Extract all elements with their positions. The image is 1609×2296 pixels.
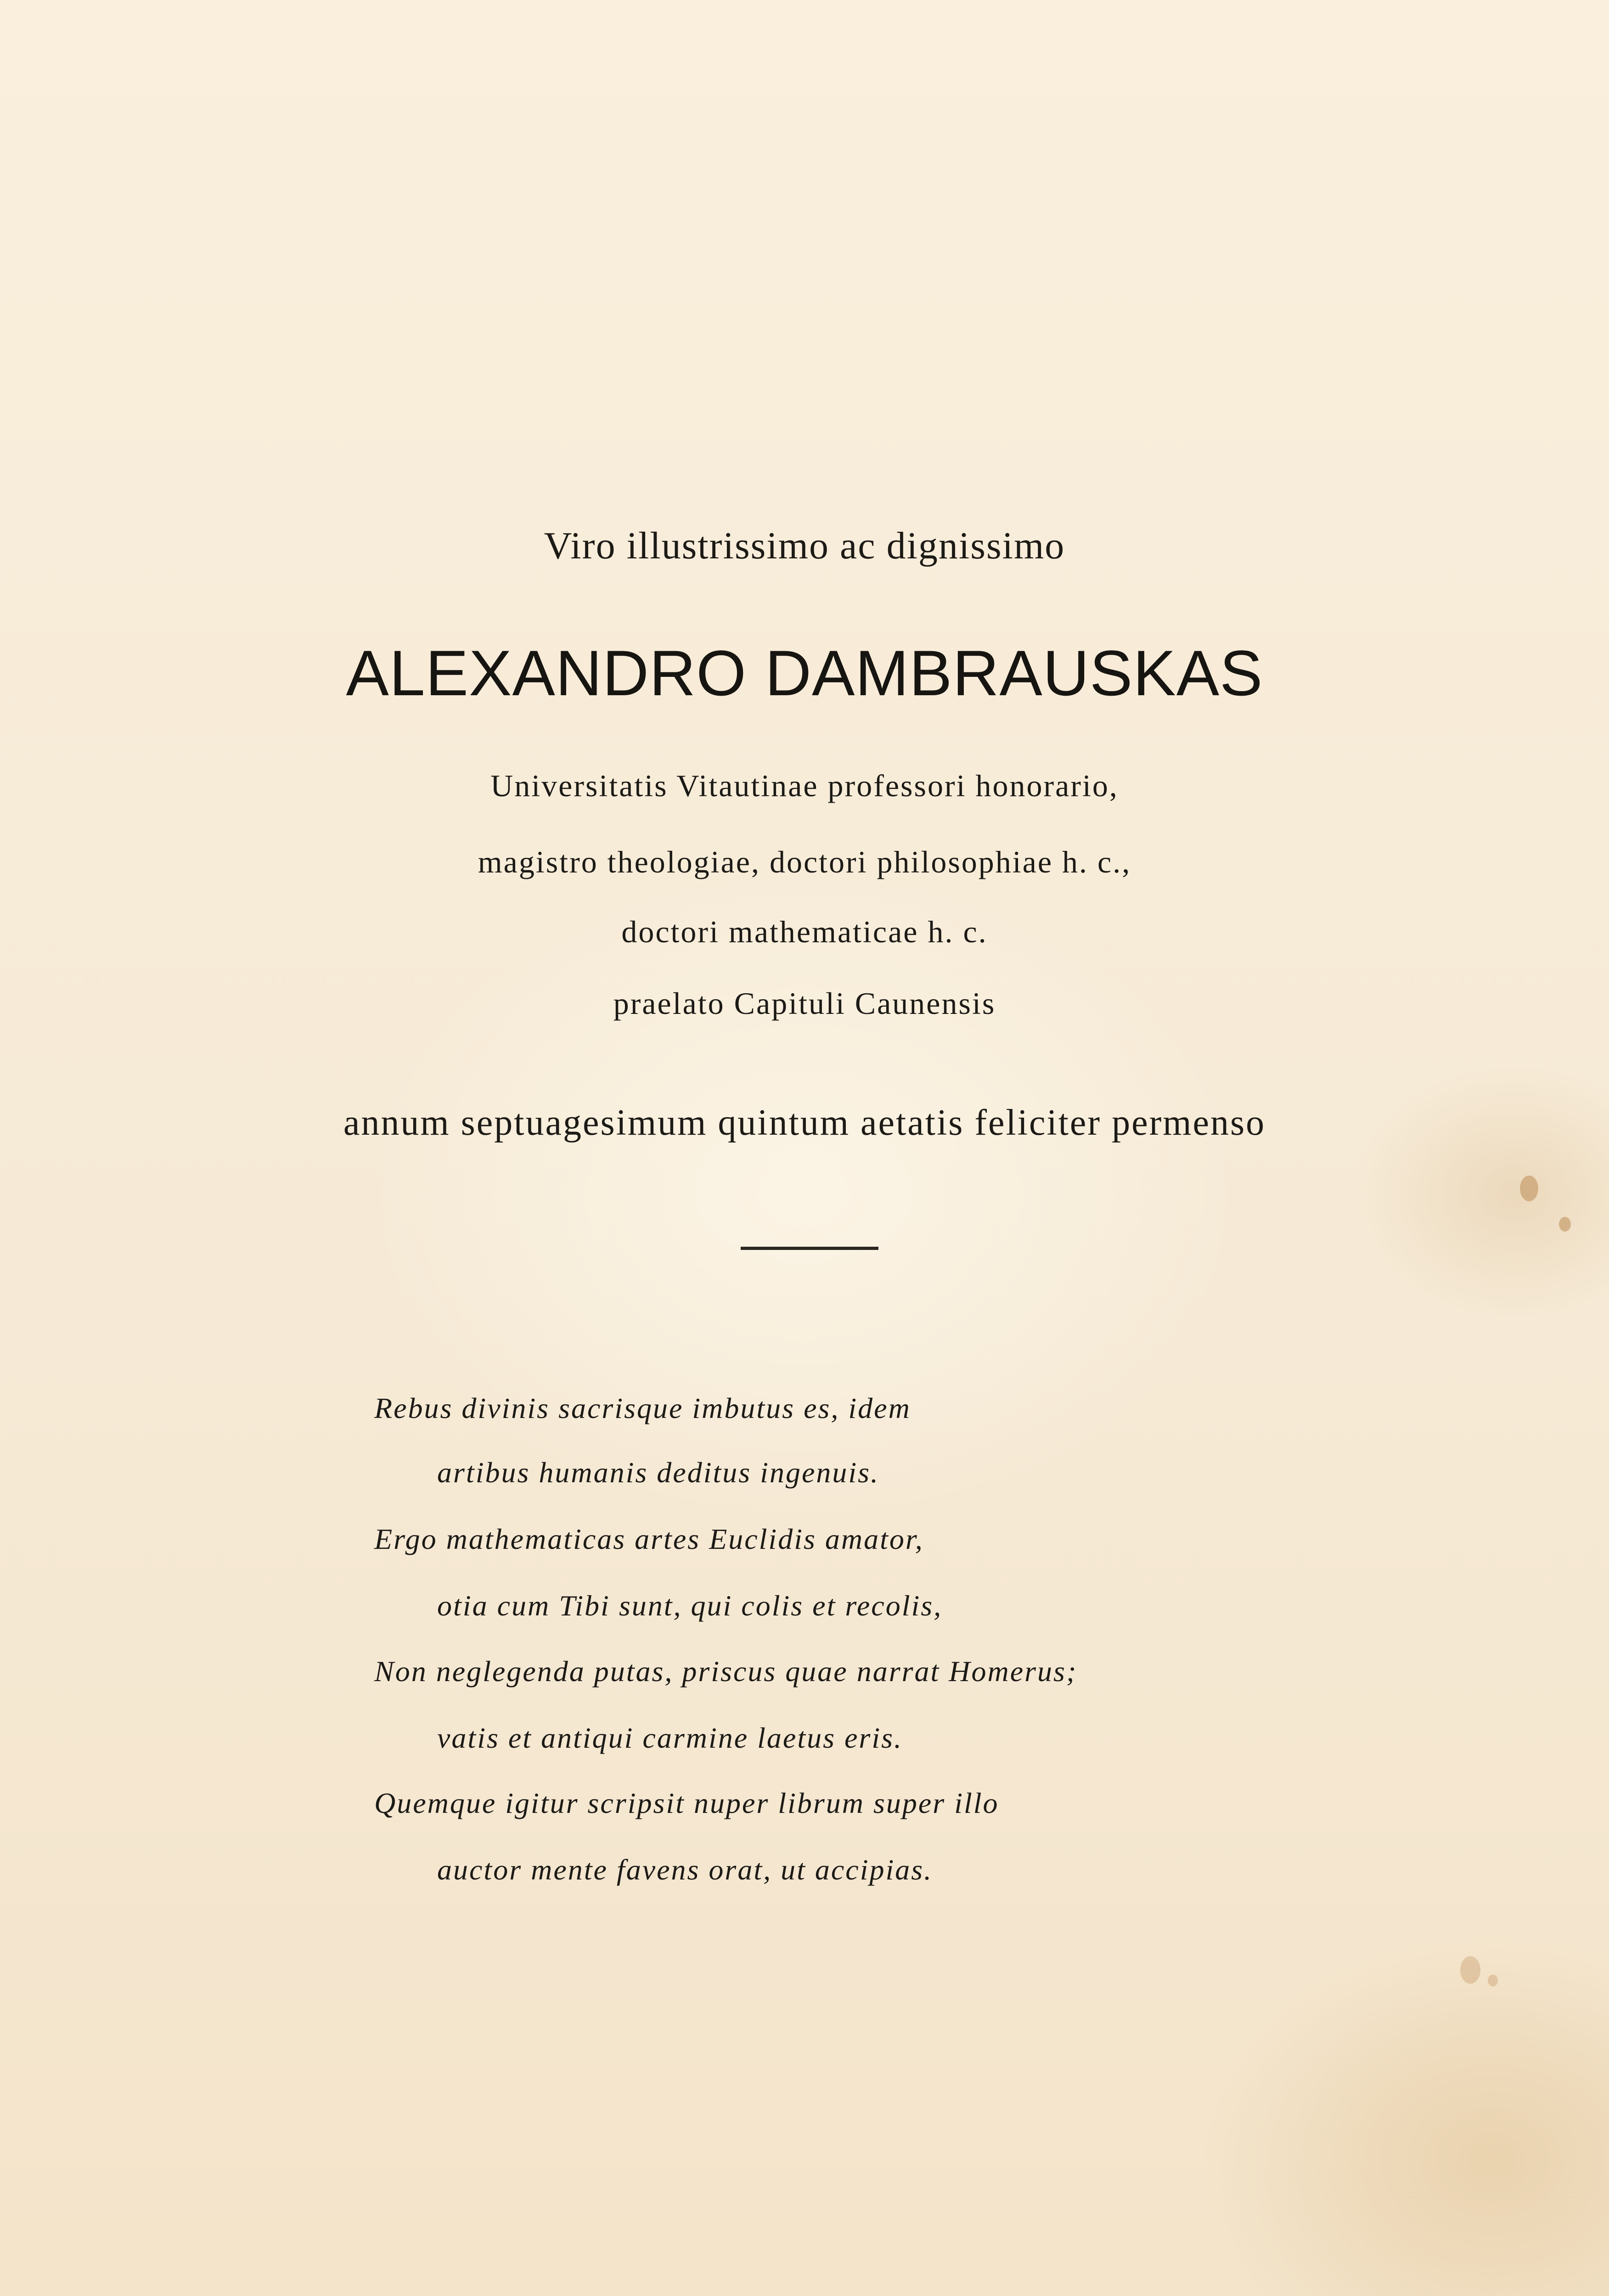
poem-verse: Non neglegenda putas, priscus quae narrat Homerus; [374, 1655, 1078, 1688]
dedication-line: Viro illustrissimo ac dignissimo [544, 524, 1065, 567]
title-line: magistro theologiae, doctori philosophiae h. c., [478, 844, 1131, 879]
poem-verse: Quemque igitur scripsit nuper librum super illo [374, 1787, 999, 1819]
honoree-name: ALEXANDRO DAMBRAUSKAS [346, 637, 1263, 709]
title-line: doctori mathematicae h. c. [621, 914, 988, 949]
poem-verse: vatis et antiqui carmine laetus eris. [437, 1722, 903, 1754]
occasion-line: annum septuagesimum quintum aetatis feliciter permenso [343, 1103, 1266, 1143]
poem-verse: auctor mente favens orat, ut accipias. [437, 1853, 933, 1886]
poem-verse: Ergo mathematicas artes Euclidis amator, [374, 1523, 924, 1555]
poem-verse: otia cum Tibi sunt, qui colis et recolis, [437, 1589, 943, 1622]
title-line: praelato Capituli Caunensis [613, 986, 996, 1021]
poem-verse: artibus humanis deditus ingenuis. [437, 1456, 880, 1489]
poem-verse: Rebus divinis sacrisque imbutus es, idem [374, 1392, 911, 1424]
title-line: Universitatis Vitautinae professori honorario, [490, 768, 1119, 803]
